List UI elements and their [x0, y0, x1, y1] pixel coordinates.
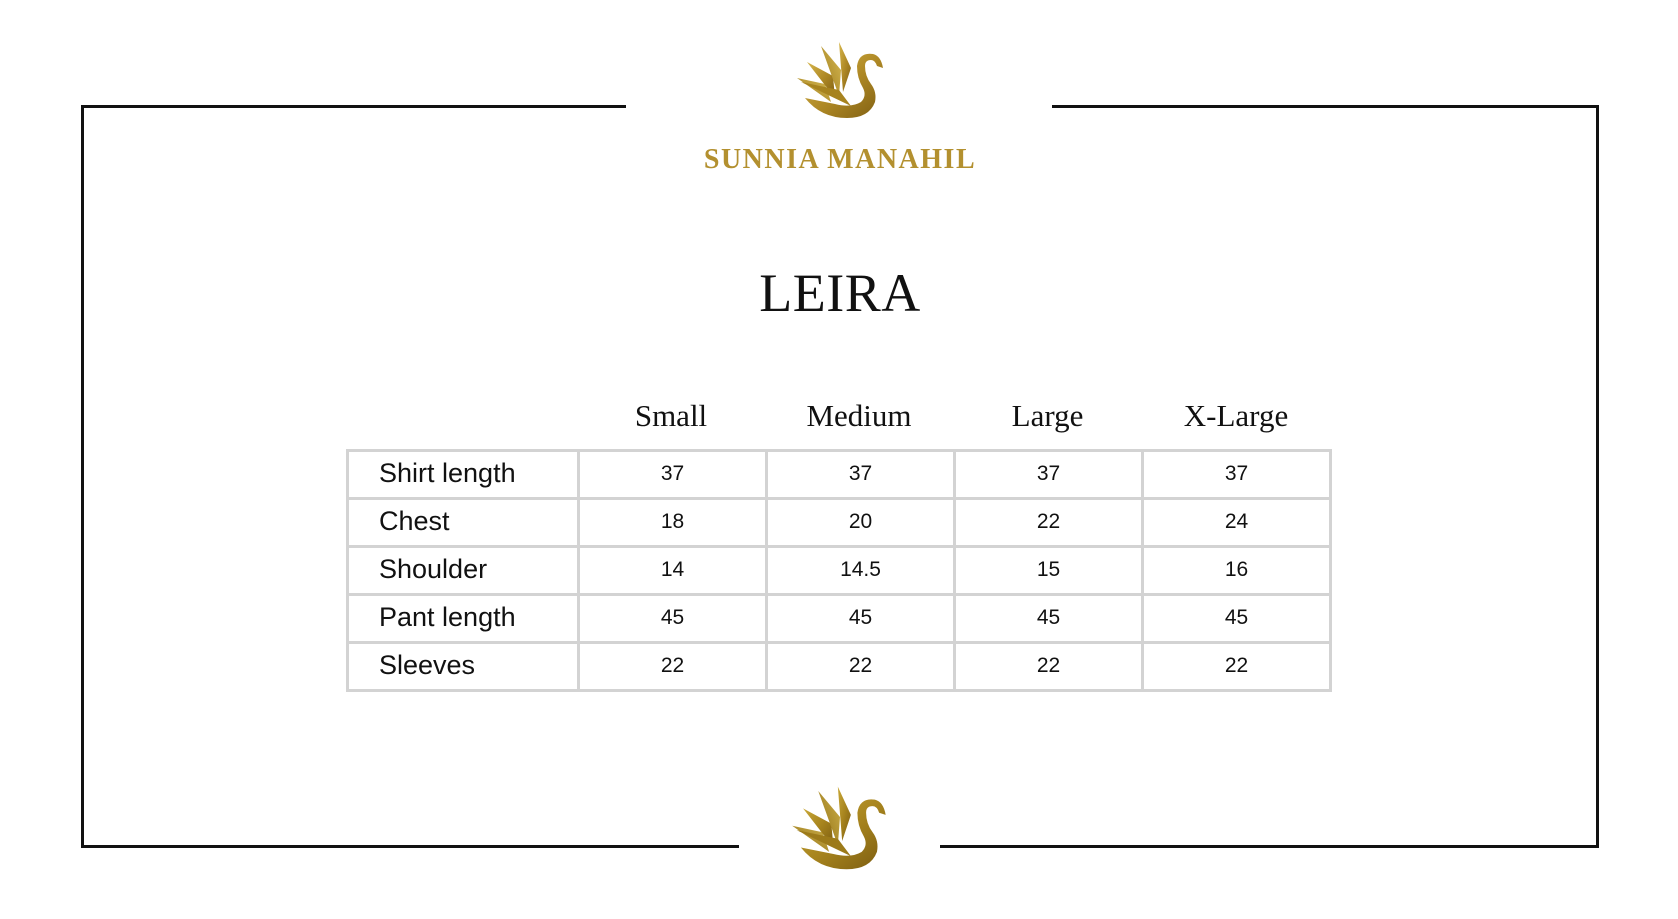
frame-bottom-right-line [940, 845, 1599, 848]
value-cell: 37 [955, 451, 1143, 499]
row-label: Pant length [348, 595, 579, 643]
swan-icon [790, 784, 890, 874]
value-cell: 37 [579, 451, 767, 499]
value-cell: 37 [767, 451, 955, 499]
row-label: Sleeves [348, 643, 579, 691]
row-label: Shirt length [348, 451, 579, 499]
column-header-medium: Medium [806, 398, 912, 433]
value-cell: 14 [579, 547, 767, 595]
row-label: Chest [348, 499, 579, 547]
page-title: LEIRA [759, 263, 921, 323]
table-row-shoulder [348, 547, 1331, 595]
size-column-headers [577, 396, 1330, 436]
column-header-small: Small [634, 398, 708, 433]
table-row-chest [348, 499, 1331, 547]
frame-top-right-line [1052, 105, 1599, 108]
value-cell: 24 [1143, 499, 1331, 547]
value-cell: 18 [579, 499, 767, 547]
value-cell: 20 [767, 499, 955, 547]
size-chart-table [346, 449, 1332, 692]
footer-logo [790, 784, 890, 874]
value-cell: 22 [767, 643, 955, 691]
frame-bottom-left-line [81, 845, 739, 848]
value-cell: 15 [955, 547, 1143, 595]
frame-left-line [81, 105, 84, 848]
value-cell: 45 [767, 595, 955, 643]
row-label: Shoulder [348, 547, 579, 595]
frame-top-left-line [81, 105, 626, 108]
frame-right-line [1596, 105, 1599, 848]
column-header-x-large: X-Large [1183, 398, 1289, 433]
brand-logo [795, 40, 887, 122]
value-cell: 22 [955, 643, 1143, 691]
value-cell: 22 [579, 643, 767, 691]
value-cell: 14.5 [767, 547, 955, 595]
table-row-pant-length [348, 595, 1331, 643]
value-cell: 16 [1143, 547, 1331, 595]
value-cell: 22 [1143, 643, 1331, 691]
brand-name: SUNNIA MANAHIL [703, 144, 977, 175]
value-cell: 45 [955, 595, 1143, 643]
table-row-shirt-length [348, 451, 1331, 499]
value-cell: 45 [1143, 595, 1331, 643]
swan-icon [795, 40, 887, 122]
value-cell: 45 [579, 595, 767, 643]
value-cell: 22 [955, 499, 1143, 547]
value-cell: 37 [1143, 451, 1331, 499]
table-row-sleeves [348, 643, 1331, 691]
column-header-large: Large [1011, 398, 1084, 433]
